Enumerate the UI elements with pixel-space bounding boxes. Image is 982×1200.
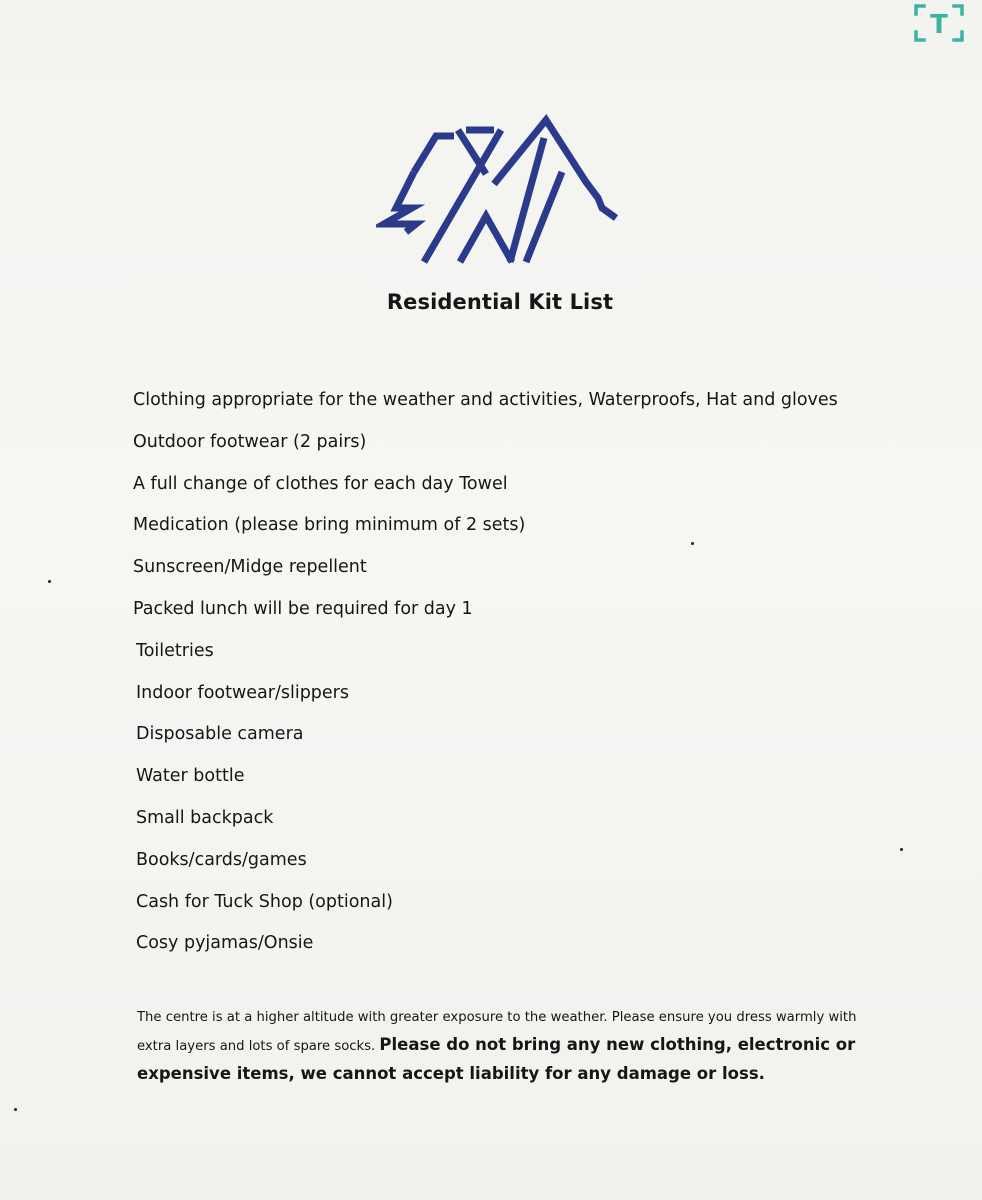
- text-scan-letter: T: [930, 10, 948, 40]
- list-item: Sunscreen/Midge repellent: [133, 557, 367, 578]
- list-item: Disposable camera: [136, 724, 304, 745]
- notice-paragraph: [137, 1004, 877, 1089]
- mountains-logo-icon: [376, 112, 622, 268]
- list-item: A full change of clothes for each day Towel: [133, 473, 508, 494]
- list-item: Packed lunch will be required for day 1: [133, 598, 473, 619]
- notice-bold-text: Please do not bring any new clothing, electronic or expensive items, we cannot accept liability for any damage or loss.: [137, 1035, 856, 1083]
- list-item: Clothing appropriate for the weather and activities, Waterproofs, Hat and gloves: [133, 390, 838, 410]
- kit-list: [133, 380, 838, 965]
- list-item: Indoor footwear/slippers: [136, 682, 349, 703]
- list-item: Cash for Tuck Shop (optional): [136, 891, 393, 912]
- list-item: Toiletries: [136, 640, 214, 661]
- notice-regular-text: The centre is at a higher altitude with greater exposure to the weather. Please ensure you dress warmly with extra layers and lots of spare socks.: [137, 1010, 857, 1054]
- print-speck: [48, 580, 51, 583]
- print-speck: [14, 1108, 17, 1111]
- list-item: Medication (please bring minimum of 2 sets): [133, 515, 526, 536]
- list-item: Outdoor footwear (2 pairs): [133, 431, 367, 452]
- list-item: Books/cards/games: [136, 849, 307, 870]
- print-speck: [691, 542, 694, 545]
- print-speck: [900, 848, 903, 851]
- document-title: Residential Kit List: [386, 290, 614, 314]
- list-item: Cosy pyjamas/Onsie: [136, 933, 314, 954]
- list-item: Water bottle: [136, 766, 245, 787]
- list-item: Small backpack: [136, 807, 274, 828]
- text-scan-icon[interactable]: [912, 0, 966, 46]
